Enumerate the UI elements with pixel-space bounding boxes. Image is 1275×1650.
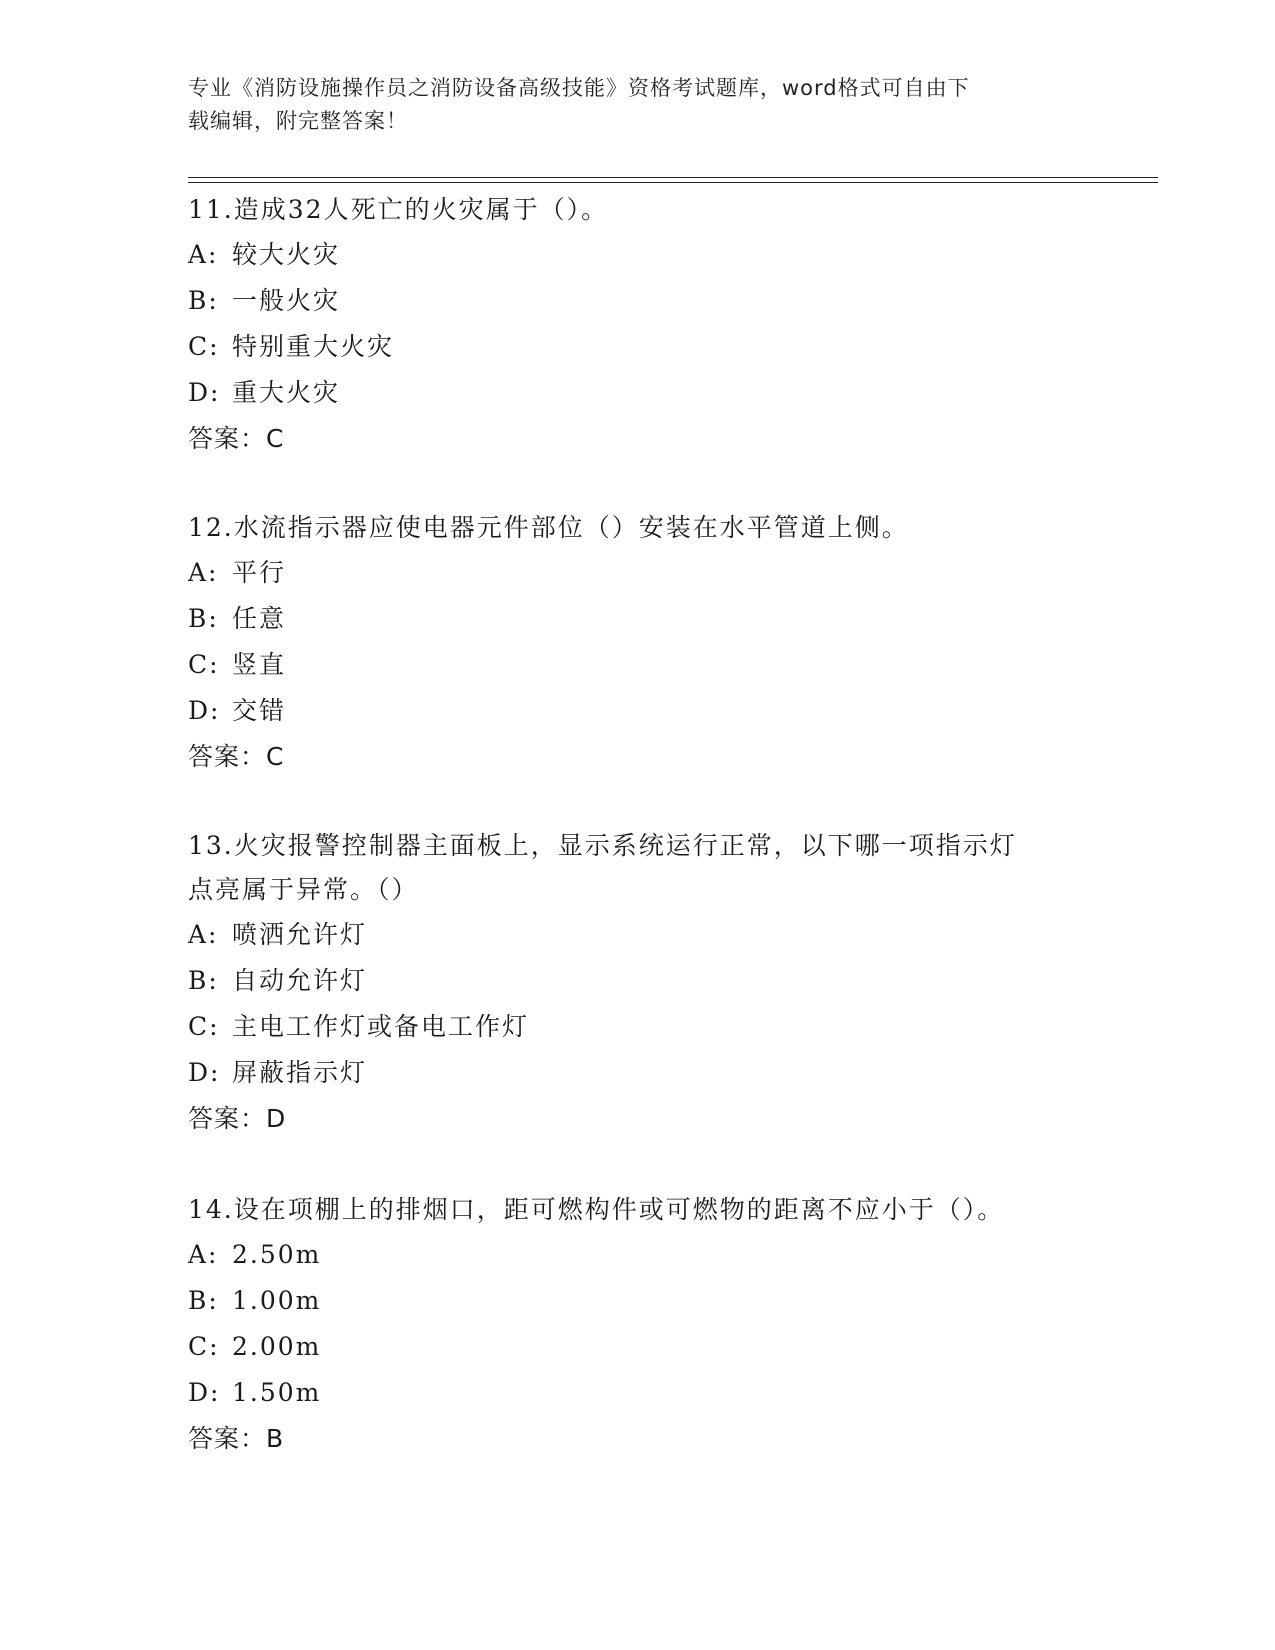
option-b bbox=[188, 1278, 1108, 1324]
option-a bbox=[188, 912, 1108, 958]
option-text: 2.50m bbox=[232, 1240, 322, 1269]
option-key: C: bbox=[188, 650, 220, 679]
header-line-1: 专业《消防设施操作员之消防设备高级技能》资格考试题库，word格式可自由下 bbox=[188, 76, 970, 100]
option-key: D: bbox=[188, 378, 221, 407]
option-c bbox=[188, 1324, 1108, 1370]
option-c bbox=[188, 324, 1108, 370]
option-b bbox=[188, 596, 1108, 642]
question-14 bbox=[188, 1188, 1108, 1462]
answer: 答案：B bbox=[188, 1424, 285, 1453]
option-a bbox=[188, 1232, 1108, 1278]
option-text: 重大火灾 bbox=[232, 378, 341, 407]
option-b bbox=[188, 958, 1108, 1004]
option-text: 任意 bbox=[232, 604, 287, 633]
option-text: 2.00m bbox=[232, 1332, 322, 1361]
option-key: B: bbox=[188, 604, 219, 633]
option-text: 一般火灾 bbox=[232, 286, 341, 315]
option-text: 1.50m bbox=[232, 1378, 322, 1407]
option-d bbox=[188, 688, 1108, 734]
answer: 答案：C bbox=[188, 424, 285, 453]
option-text: 主电工作灯或备电工作灯 bbox=[232, 1012, 530, 1041]
option-key: C: bbox=[188, 1332, 220, 1361]
option-text: 特别重大火灾 bbox=[232, 332, 395, 361]
option-key: C: bbox=[188, 1012, 220, 1041]
option-b bbox=[188, 278, 1108, 324]
question-stem-line-1: 13.火灾报警控制器主面板上，显示系统运行正常，以下哪一项指示灯 bbox=[188, 831, 1017, 860]
question-stem: 11.造成32人死亡的火灾属于（）。 bbox=[188, 195, 609, 224]
option-text: 交错 bbox=[232, 696, 287, 725]
question-12 bbox=[188, 506, 1108, 780]
option-key: C: bbox=[188, 332, 220, 361]
question-stem-line-2: 点亮属于异常。（） bbox=[188, 875, 419, 904]
header-divider-bottom bbox=[188, 182, 1158, 183]
question-stem: 14.设在项棚上的排烟口，距可燃构件或可燃物的距离不应小于（）。 bbox=[188, 1195, 1005, 1224]
option-a bbox=[188, 550, 1108, 596]
header-line-2: 载编辑，附完整答案！ bbox=[188, 109, 408, 133]
option-c bbox=[188, 642, 1108, 688]
option-key: A: bbox=[188, 240, 219, 269]
option-text: 屏蔽指示灯 bbox=[232, 1058, 368, 1087]
option-key: D: bbox=[188, 1378, 221, 1407]
option-key: B: bbox=[188, 966, 219, 995]
option-d bbox=[188, 1050, 1108, 1096]
answer: 答案：C bbox=[188, 742, 285, 771]
question-13 bbox=[188, 824, 1108, 1142]
option-key: A: bbox=[188, 558, 219, 587]
document-header bbox=[188, 72, 1088, 138]
option-key: A: bbox=[188, 1240, 219, 1269]
option-text: 喷洒允许灯 bbox=[232, 920, 368, 949]
option-text: 竖直 bbox=[232, 650, 287, 679]
option-key: B: bbox=[188, 1286, 219, 1315]
option-d bbox=[188, 370, 1108, 416]
option-text: 平行 bbox=[232, 558, 287, 587]
option-key: D: bbox=[188, 1058, 221, 1087]
option-d bbox=[188, 1370, 1108, 1416]
option-a bbox=[188, 232, 1108, 278]
option-key: D: bbox=[188, 696, 221, 725]
option-key: A: bbox=[188, 920, 219, 949]
header-divider-top bbox=[188, 177, 1158, 178]
question-stem: 12.水流指示器应使电器元件部位（）安装在水平管道上侧。 bbox=[188, 513, 909, 542]
option-text: 1.00m bbox=[232, 1286, 322, 1315]
question-11 bbox=[188, 188, 1108, 462]
option-key: B: bbox=[188, 286, 219, 315]
option-text: 较大火灾 bbox=[232, 240, 341, 269]
option-text: 自动允许灯 bbox=[232, 966, 368, 995]
answer: 答案：D bbox=[188, 1104, 287, 1133]
option-c bbox=[188, 1004, 1108, 1050]
